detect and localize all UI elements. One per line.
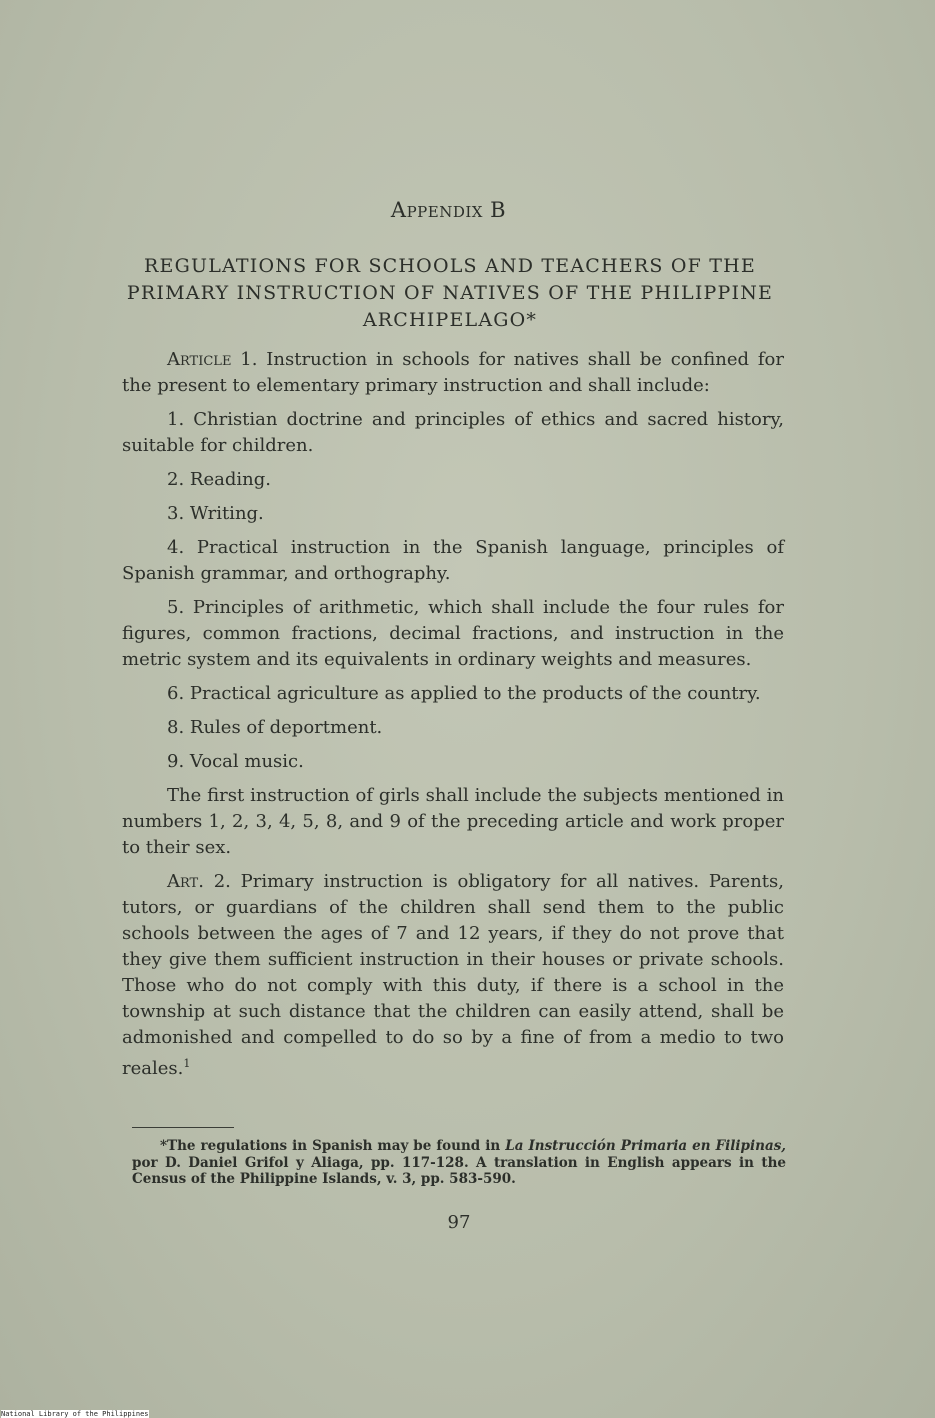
library-credit: National Library of the Philippines [1,1410,149,1418]
list-item-5: 5. Principles of arithmetic, which shall include the four rules for figures, common fractions, decimal fractions, and instruction in the metric system and its equivalents in ordinary weights and measures. [122,597,784,670]
list-item-4: 4. Practical instruction in the Spanish language, principles of Spanish grammar, and orthography. [122,537,784,584]
footnote-reference: 1 [183,1057,191,1070]
article-2-paragraph [122,869,784,1082]
list-item-2: 2. Reading. [167,469,271,490]
page-number: 97 [447,1212,471,1233]
footnote-book-title: La Instrucción Primaria en Filipinas, [505,1138,786,1154]
list-item-8: 8. Rules of deportment. [167,717,383,738]
list-item-3: 3. Writing. [167,503,264,524]
article-2-label: Art. 2. [167,871,231,892]
girls-paragraph: The first instruction of girls shall include the subjects mentioned in numbers 1, 2, 3, 4, 5, 8, and 9 of the preceding article and work proper to their sex. [122,785,784,858]
appendix-heading: Appendix B [390,198,507,222]
list-item-1: 1. Christian doctrine and principles of ethics and sacred history, suitable for children. [122,409,784,456]
list-item-9: 9. Vocal music. [167,751,304,772]
footnote-part-1: *The regulations in Spanish may be found in [160,1138,506,1154]
article-2-text: Primary instruction is obligatory for all natives. Parents, tutors, or guardians of the children shall send them to the public schools between the ages of 7 and 12 years, if they do not prove that they give them sufficient instruction in their houses or private schools. Those who do not comply with this duty, if there is a school in the township at such distance that the children can easily attend, shall be admonished and compelled to do so by a fine of from a medio to two reales. [122,871,784,1079]
body-text [122,347,784,1090]
footnote [132,1138,786,1188]
article-1-label: Article 1. [167,349,258,370]
footnote-rule [132,1127,234,1128]
document-title: REGULATIONS FOR SCHOOLS AND TEACHERS OF THE PRIMARY INSTRUCTION OF NATIVES OF THE PHILIPPINE ARCHIPELAGO* [126,255,774,331]
list-item-6: 6. Practical agriculture as applied to the products of the country. [167,683,761,704]
footnote-part-2: por D. Daniel Grifol y Aliaga, pp. 117-128. A translation in English appears in the Census of the Philippine Islands, v. 3, pp. 583-590. [132,1154,786,1187]
article-1-paragraph [122,347,784,399]
article-1-text: Instruction in schools for natives shall be confined for the present to elementary primary instruction and shall include: [122,349,784,396]
